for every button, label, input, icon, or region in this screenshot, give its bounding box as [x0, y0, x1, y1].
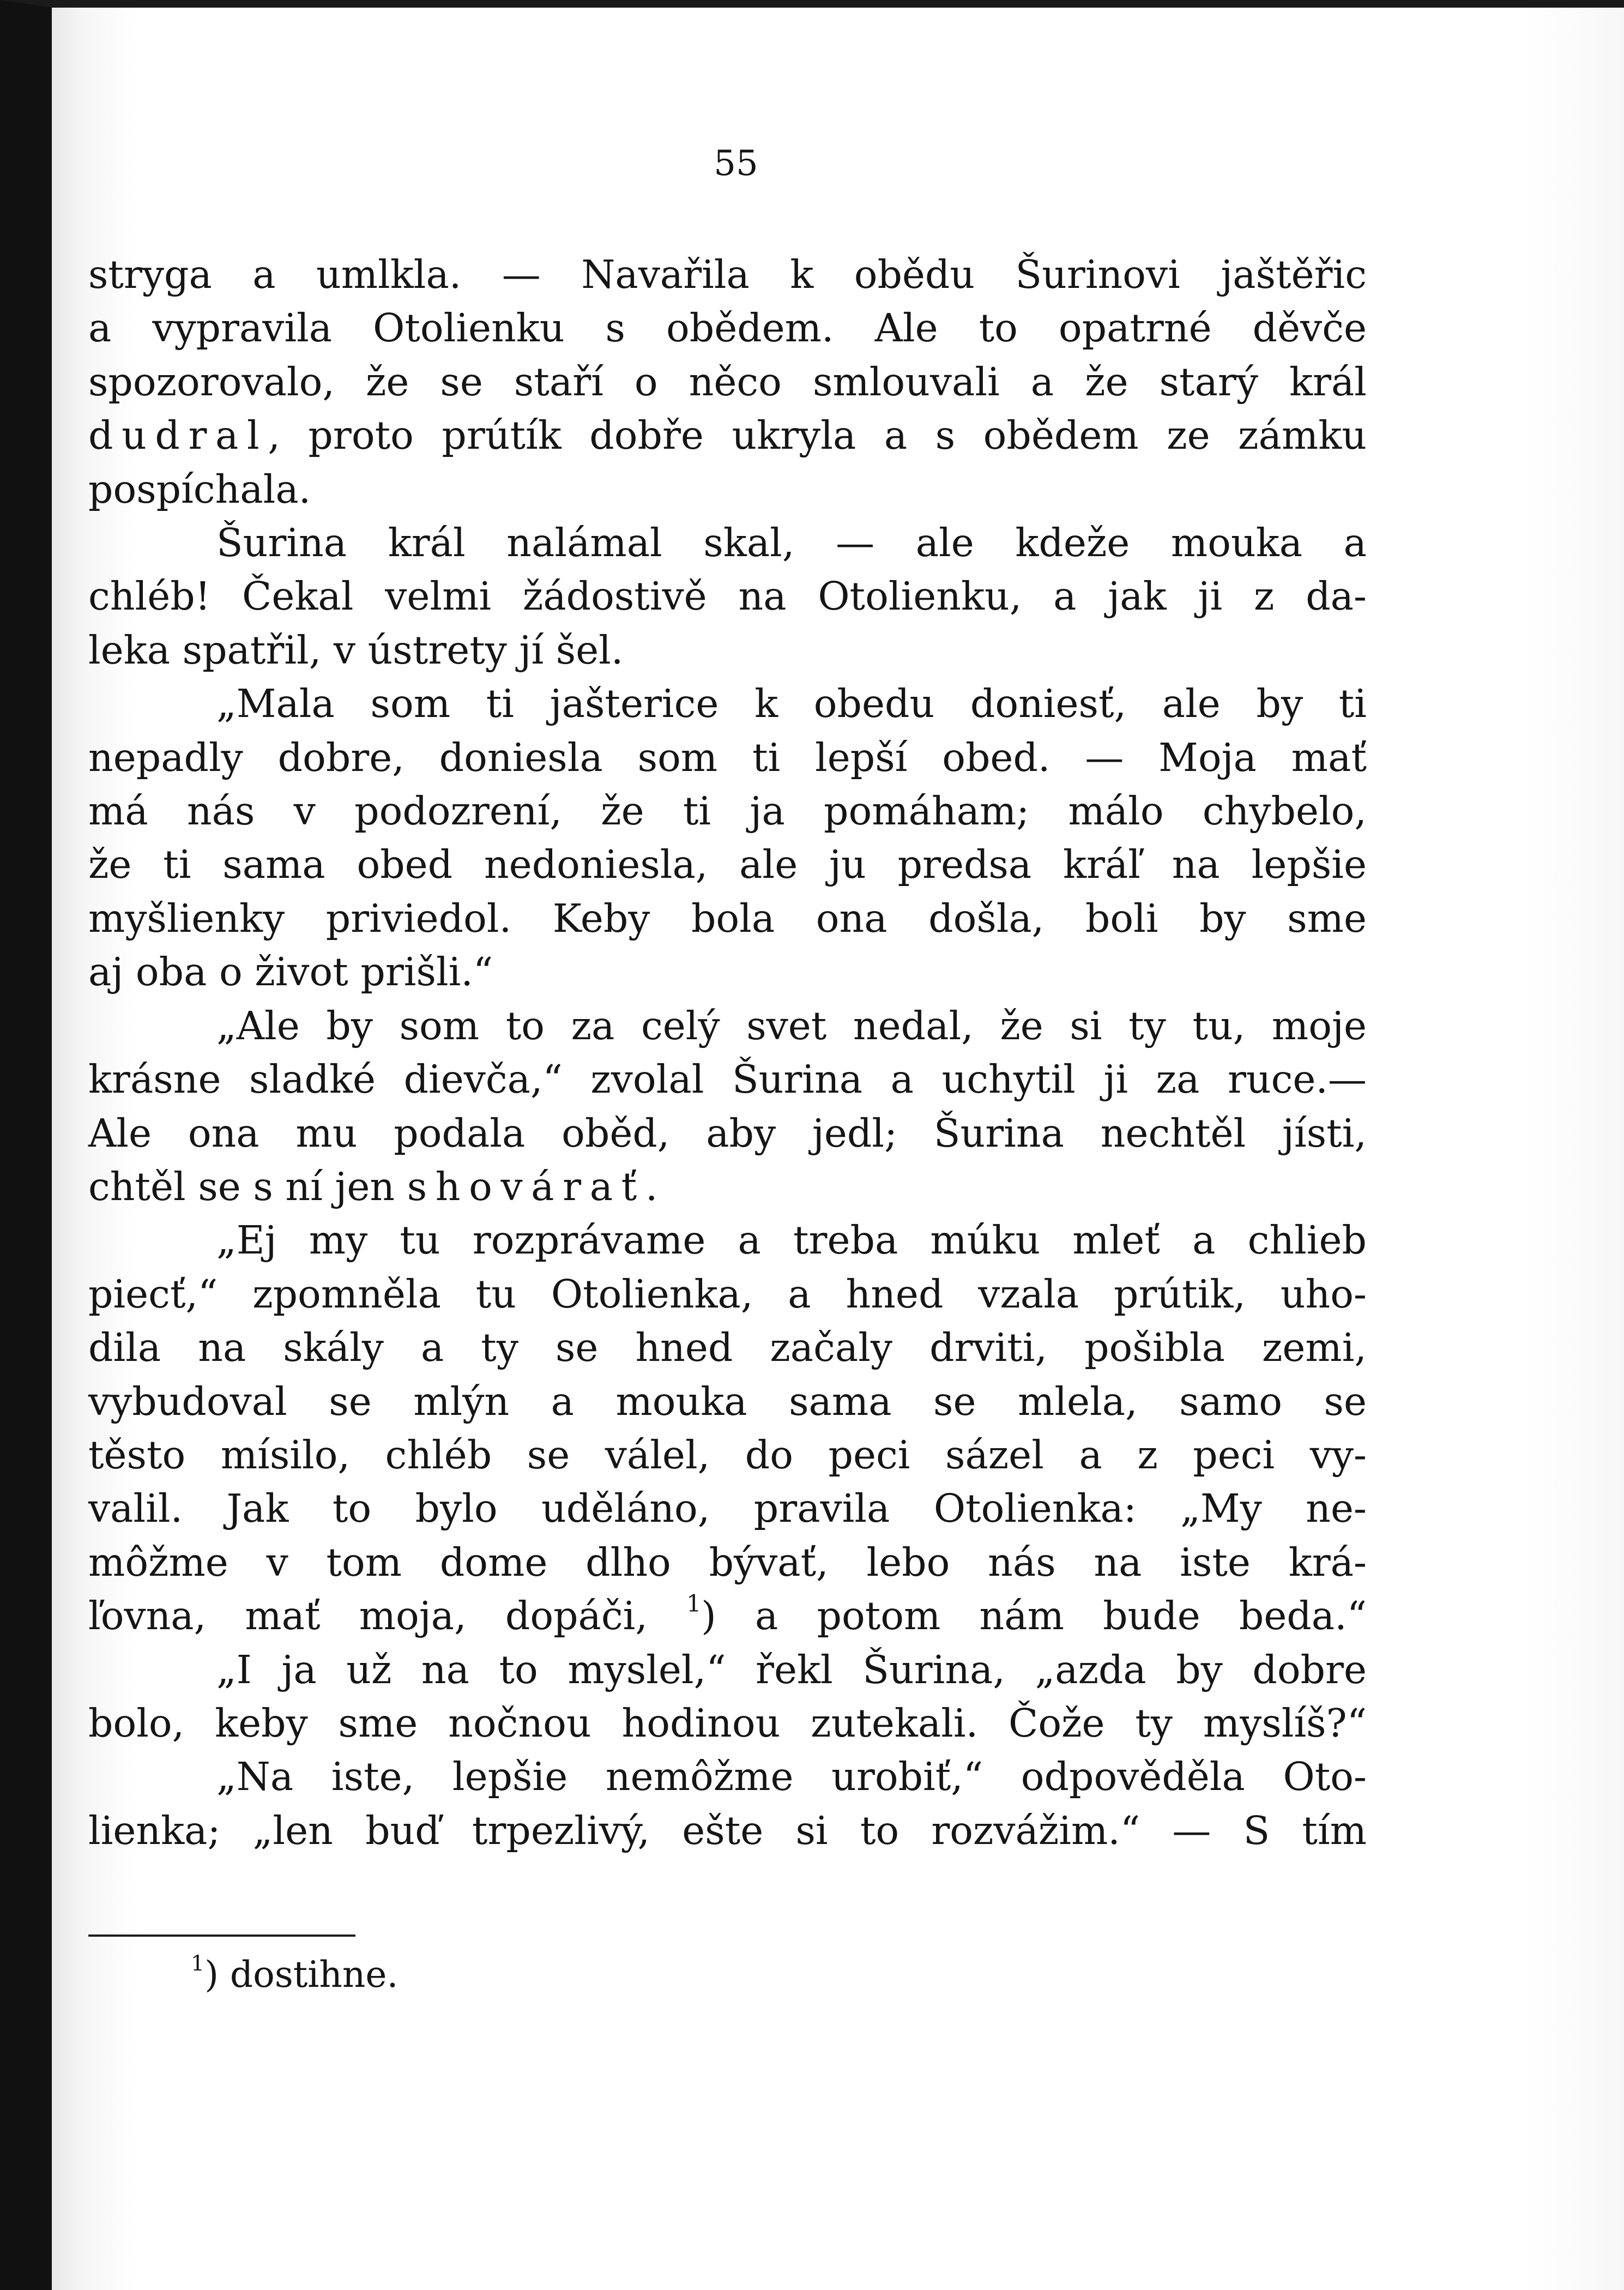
text-line: Ale ona mu podala oběd, aby jedl; Šurina nechtěl jísti, — [88, 1110, 1367, 1156]
text-line: a vypravila Otolienku s obědem. Ale to opatrné děvče — [88, 305, 1367, 351]
emphasized-word: shovárať — [407, 1164, 645, 1209]
text-line: vybudoval se mlýn a mouka sama se mlela, samo se — [88, 1378, 1367, 1424]
text-line: myšlienky priviedol. Keby bola ona došla, boli by sme — [88, 895, 1367, 941]
text-line: chléb! Čekal velmi žádostivě na Otolienku, a jak ji z da- — [88, 574, 1367, 619]
text-line: „Mala som ti jašterice k obedu doniesť, ale by ti — [216, 681, 1367, 727]
text-line-lead: ľovna, mať moja, dopáči, — [88, 1593, 687, 1639]
text-line — [88, 1589, 1367, 1643]
text-line: nepadly dobre, doniesla som ti lepší obed. — Moja mať — [88, 734, 1367, 780]
footnote-marker: 1 — [191, 1951, 205, 1976]
text-line: krásne sladké dievča,“ zvolal Šurina a uchytil ji za ruce.— — [88, 1057, 1367, 1102]
text-line: „I ja už na to myslel,“ řekl Šurina, „azda by dobre — [216, 1647, 1367, 1692]
text-line — [88, 1160, 1367, 1214]
text-line: „Ej my tu rozprávame a treba múku mleť a chlieb — [216, 1218, 1367, 1263]
text-line: môžme v tom dome dlho bývať, lebo nás na iste krá- — [88, 1539, 1367, 1585]
text-line: „Na iste, lepšie nemôžme urobiť,“ odpověděla Oto- — [216, 1754, 1367, 1800]
text-line: bolo, keby sme nočnou hodinou zutekali. Čože ty myslíš?“ — [88, 1700, 1367, 1746]
text-line: lienka; „len buď trpezlivý, ešte si to rozvážim.“ — S tím — [88, 1807, 1367, 1853]
footnote-text: ) dostihne. — [204, 1954, 399, 1996]
text-line-lead: chtěl se s ní jen — [88, 1164, 407, 1209]
text-line: aj oba o život prišli.“ — [88, 949, 493, 995]
text-line: valil. Jak to bylo uděláno, pravila Otolienka: „My ne- — [88, 1486, 1367, 1532]
text-line: má nás v podozrení, že ti ja pomáham; málo chybelo, — [88, 788, 1367, 834]
text-line: těsto mísilo, chléb se válel, do peci sázel a z peci vy- — [88, 1432, 1367, 1478]
text-line: dila na skály a ty se hned začaly drviti, pošibla zemi, — [88, 1325, 1367, 1371]
text-line: stryga a umlkla. — Navařila k obědu Šurinovi jaštěřic — [88, 252, 1367, 297]
footnote-reference: 1 — [686, 1590, 702, 1618]
text-line-rest: . — [645, 1164, 658, 1209]
body-text — [88, 248, 1367, 1858]
text-line: Šurina král nalámal skal, — ale kdeže mouka a — [216, 520, 1367, 566]
text-line: pospíchala. — [88, 466, 311, 512]
text-line-rest: , proto prútík dobře ukryla a s obědem ze zámku — [268, 413, 1367, 459]
text-line-rest: ) a potom nám bude beda.“ — [701, 1593, 1367, 1639]
footnote-divider — [88, 1935, 355, 1937]
text-line: piecť,“ zpomněla tu Otolienka, a hned vzala prútik, uho- — [88, 1271, 1367, 1317]
emphasized-word: dudral — [88, 413, 268, 459]
page-number: 55 — [714, 143, 758, 184]
text-line: leka spatřil, v ústrety jí šel. — [88, 627, 624, 673]
text-line: že ti sama obed nedoniesla, ale ju predsa kráľ na lepšie — [88, 842, 1367, 888]
text-line: spozorovalo, že se staří o něco smlouvali a že starý král — [88, 359, 1367, 405]
text-line — [88, 409, 1367, 462]
footnote — [191, 1953, 398, 1996]
text-line: „Ale by som to za celý svet nedal, že si ty tu, moje — [216, 1003, 1367, 1048]
